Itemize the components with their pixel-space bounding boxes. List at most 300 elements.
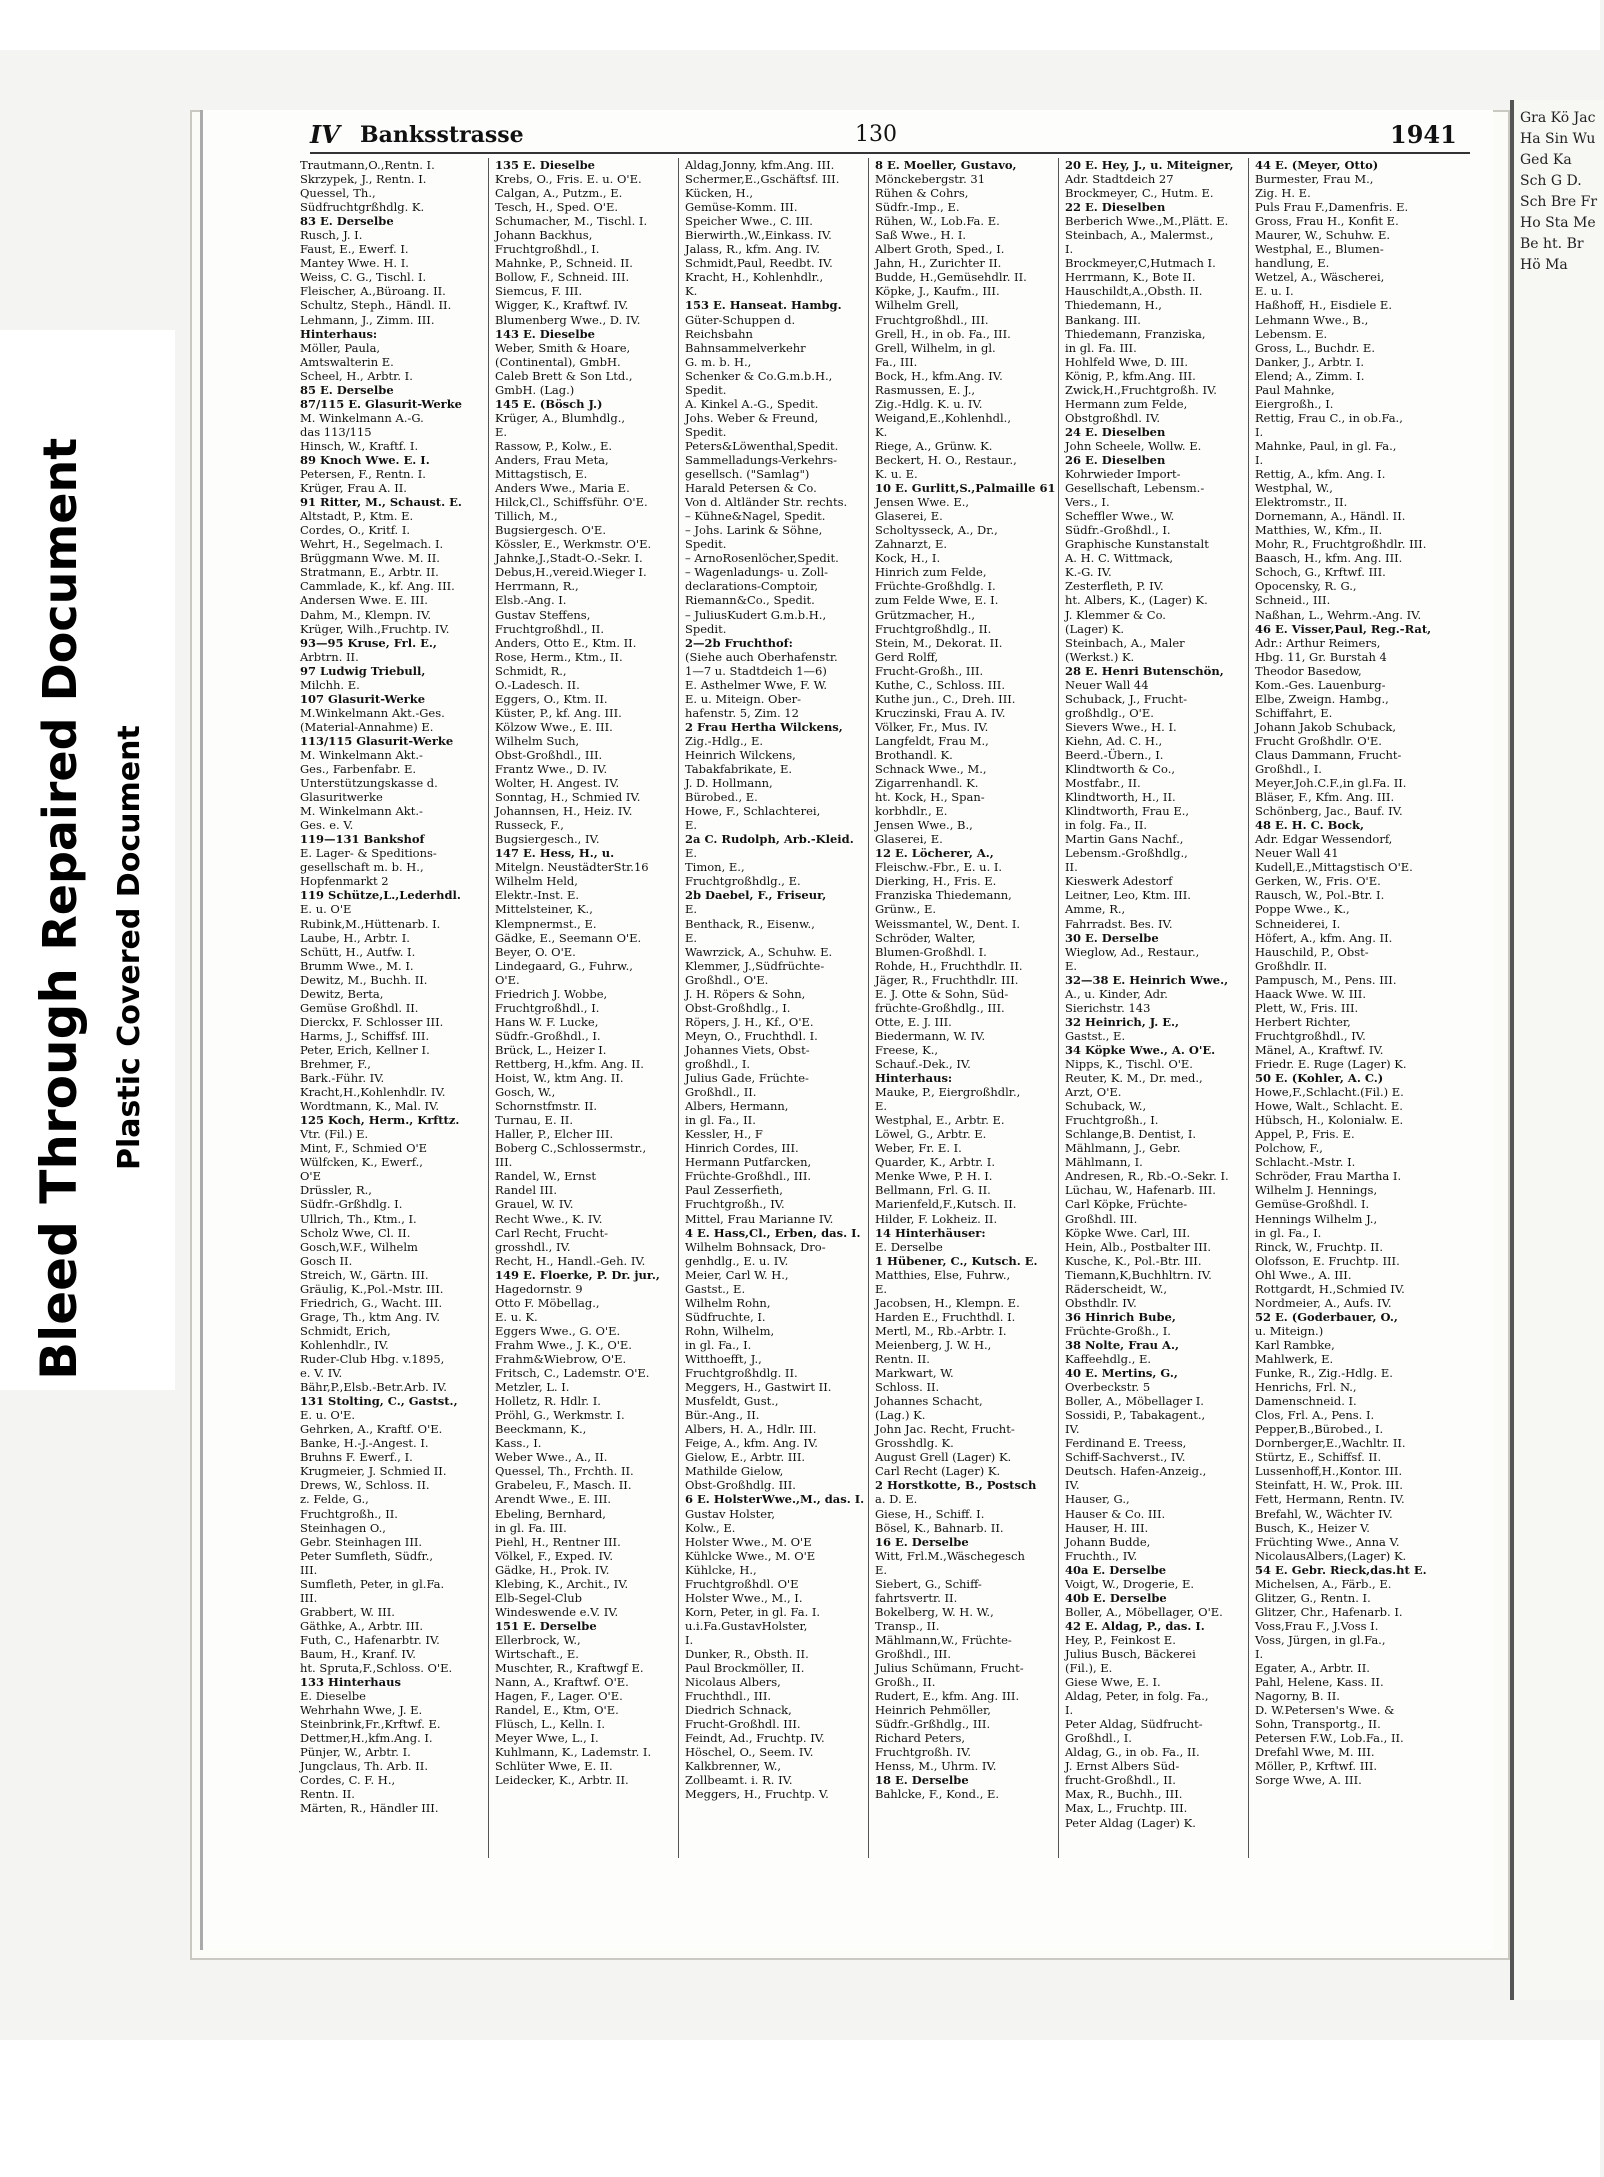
directory-entry: Ellerbrock, W., bbox=[495, 1632, 581, 1647]
directory-entry: Siemcus, F. III. bbox=[495, 284, 583, 299]
directory-entry: Schermer,E.,Gschäftsf. III. bbox=[685, 172, 840, 187]
directory-entry: Obstgroßhdl. IV. bbox=[1065, 410, 1161, 425]
directory-entry: Wetzel, A., Wäscherei, bbox=[1255, 270, 1385, 285]
directory-entry: Michelsen, A., Färb., E. bbox=[1255, 1576, 1392, 1591]
directory-entry: Rühen, W., Lob.Fa. E. bbox=[875, 214, 1000, 229]
street-name: Banksstrasse bbox=[360, 122, 524, 148]
directory-entry: Gross, L., Buchdr. E. bbox=[1255, 340, 1375, 355]
directory-entry: gesellschaft m. b. H., bbox=[300, 860, 424, 875]
directory-entry: Meyer Wwe, L., I. bbox=[495, 1731, 599, 1746]
directory-entry: Eggers, O., Ktm. II. bbox=[495, 691, 608, 706]
directory-entry: Tabakfabrikate, E. bbox=[685, 762, 793, 777]
directory-entry: Meggers, H., Fruchtp. V. bbox=[685, 1787, 829, 1802]
directory-entry: Kuhlmann, K., Lademstr. I. bbox=[495, 1745, 652, 1760]
directory-entry: Schumacher, M., Tischl. I. bbox=[495, 214, 648, 229]
directory-entry: Thiedemann, Franziska, bbox=[1065, 326, 1206, 341]
directory-entry: Glitzer, Chr., Hafenarb. I. bbox=[1255, 1604, 1403, 1619]
directory-entry: 107 Glasurit-Werke bbox=[300, 691, 426, 706]
directory-columns bbox=[300, 158, 1470, 1858]
directory-entry: 46 E. Visser,Paul, Reg.-Rat, bbox=[1255, 621, 1432, 636]
directory-entry: I. bbox=[1065, 242, 1074, 257]
directory-entry: z. Felde, G., bbox=[300, 1492, 369, 1507]
directory-entry: Brüggmann Wwe. M. II. bbox=[300, 551, 440, 566]
directory-entry: in gl. Fa., I. bbox=[1255, 1225, 1322, 1240]
directory-entry: Olofsson, E. Fruchtp. III. bbox=[1255, 1253, 1400, 1268]
directory-entry: (Lager) K. bbox=[1065, 621, 1125, 636]
directory-entry: Schröder, Walter, bbox=[875, 930, 976, 945]
directory-entry: Großhdl. III. bbox=[1065, 1211, 1138, 1226]
directory-entry: Hohlfeld Wwe, D. III. bbox=[1065, 354, 1188, 369]
directory-entry: 38 Nolte, Frau A., bbox=[1065, 1337, 1179, 1352]
directory-entry: Fruchtgroßhdl., II. bbox=[495, 621, 604, 636]
directory-entry: Rohde, H., Fruchthdlr. II. bbox=[875, 958, 1023, 973]
directory-entry: Elektromstr., II. bbox=[1255, 495, 1348, 510]
directory-entry: Großhdl., III. bbox=[875, 1646, 951, 1661]
bottom-margin bbox=[0, 2040, 1600, 2177]
directory-entry: Weber, Smith & Hoare, bbox=[495, 340, 631, 355]
directory-entry: Peters&Löwenthal,Spedit. bbox=[685, 438, 839, 453]
directory-entry: Mahnke, Paul, in gl. Fa., bbox=[1255, 438, 1397, 453]
directory-entry: M.Winkelmann Akt.-Ges. bbox=[300, 705, 445, 720]
directory-entry: Rettberg, H.,kfm. Ang. II. bbox=[495, 1057, 644, 1071]
bleed-through-label bbox=[30, 438, 88, 1380]
directory-entry: Adr. Stadtdeich 27 bbox=[1065, 172, 1174, 187]
directory-entry: Südfruchte, I. bbox=[685, 1309, 766, 1324]
directory-entry: Amme, R., bbox=[1065, 902, 1126, 917]
directory-entry: Beckert, H. O., Restaur., bbox=[875, 452, 1017, 467]
directory-entry: 36 Hinrich Bube, bbox=[1065, 1309, 1176, 1324]
directory-entry: Hinterhaus: bbox=[300, 326, 378, 341]
directory-entry: Hinrich Cordes, III. bbox=[685, 1141, 799, 1156]
directory-entry: 12 E. Löcherer, A., bbox=[875, 846, 994, 861]
directory-entry: O'E. bbox=[495, 972, 520, 987]
directory-entry: Overbeckstr. 5 bbox=[1065, 1380, 1151, 1395]
directory-entry: Märten, R., Händler III. bbox=[300, 1801, 439, 1816]
directory-entry: E. bbox=[495, 424, 508, 439]
directory-entry: Hermann zum Felde, bbox=[1065, 396, 1188, 411]
directory-entry: Dettmer,H.,kfm.Ang. I. bbox=[300, 1731, 433, 1746]
directory-entry: Gustav Holster, bbox=[685, 1506, 775, 1521]
directory-entry: Jensen Wwe. E., bbox=[875, 495, 970, 510]
directory-entry: III. bbox=[495, 1155, 513, 1170]
directory-entry: 40b E. Derselbe bbox=[1065, 1590, 1167, 1605]
directory-entry: Friedr. E. Ruge (Lager) K. bbox=[1255, 1057, 1407, 1071]
directory-entry: Schuback, W., bbox=[1065, 1099, 1147, 1114]
directory-entry: Bankang. III. bbox=[1065, 312, 1141, 327]
directory-entry: Anders, Otto E., Ktm. II. bbox=[495, 635, 637, 650]
directory-entry: Max, R., Buchh., III. bbox=[1065, 1787, 1183, 1802]
directory-entry: Korn, Peter, in gl. Fa. I. bbox=[685, 1604, 821, 1619]
directory-entry: Claus Dammann, Frucht- bbox=[1255, 747, 1402, 762]
directory-entry: 22 E. Dieselben bbox=[1065, 200, 1166, 215]
directory-entry: Feindt, Ad., Fruchtp. IV. bbox=[685, 1731, 825, 1746]
directory-entry: Schuback, J., Frucht- bbox=[1065, 691, 1187, 706]
directory-entry: Voigt, W., Drogerie, E. bbox=[1065, 1576, 1195, 1591]
directory-entry: Gräulig, K.,Pol.-Mstr. III. bbox=[300, 1281, 444, 1296]
directory-entry: Großhdlr. II. bbox=[1255, 958, 1328, 973]
directory-entry: 10 E. Gurlitt,S.,Palmaille 61 bbox=[875, 481, 1056, 496]
directory-entry: 147 E. Hess, H., u. bbox=[495, 846, 615, 861]
directory-entry: Grosshdlg. K. bbox=[875, 1436, 954, 1451]
directory-entry: Kohlenhdlr., IV. bbox=[300, 1337, 389, 1352]
directory-entry: (Siehe auch Oberhafenstr. bbox=[685, 649, 838, 664]
directory-entry: Herrmann, R., bbox=[495, 579, 579, 594]
directory-entry: Martin Gans Nachf., bbox=[1065, 832, 1184, 847]
directory-entry: Spedit. bbox=[685, 621, 727, 636]
directory-entry: Grabeleu, F., Masch. II. bbox=[495, 1478, 632, 1493]
directory-entry: Schenker & Co.G.m.b.H., bbox=[685, 368, 833, 383]
directory-entry: Busch, K., Heizer V. bbox=[1255, 1520, 1370, 1535]
directory-entry: declarations-Comptoir, bbox=[685, 579, 819, 594]
directory-entry: 24 E. Dieselben bbox=[1065, 424, 1166, 439]
directory-entry: Fruchtgroßhdl., I. bbox=[495, 1000, 600, 1015]
directory-entry: Wawrzick, A., Schuhw. E. bbox=[685, 944, 833, 959]
directory-entry: Krüger, Frau A. II. bbox=[300, 481, 407, 496]
directory-entry: Dewitz, M., Buchh. II. bbox=[300, 972, 428, 987]
directory-entry: Gosch,W.F., Wilhelm bbox=[300, 1239, 418, 1254]
directory-entry: Neuer Wall 41 bbox=[1255, 846, 1339, 861]
directory-entry: Reichsbahn bbox=[685, 326, 753, 341]
directory-entry: 52 E. (Goderbauer, O., bbox=[1255, 1309, 1398, 1324]
directory-entry: E. bbox=[685, 846, 698, 861]
directory-entry: M. Winkelmann A.-G. bbox=[300, 410, 424, 425]
directory-entry: Fruchtgroßhdl., IV. bbox=[1255, 1028, 1366, 1043]
directory-entry: Debus,H.,vereid.Wieger I. bbox=[495, 565, 647, 580]
directory-entry: M. Winkelmann Akt.- bbox=[300, 804, 423, 819]
directory-entry: Kücken, H., bbox=[685, 186, 754, 201]
directory-entry: Frucht-Großh., III. bbox=[875, 663, 984, 678]
directory-entry: ht. Spruta,F.,Schloss. O'E. bbox=[300, 1661, 453, 1676]
directory-entry: Meyer,Joh.C.F.,in gl.Fa. II. bbox=[1255, 776, 1407, 791]
directory-entry: Timon, E., bbox=[685, 860, 745, 875]
directory-entry: Fruchtgroßh., IV. bbox=[685, 1197, 785, 1212]
directory-entry: Franziska Thiedemann, bbox=[875, 888, 1012, 903]
directory-entry: Brumm Wwe., M. I. bbox=[300, 958, 414, 973]
directory-entry: Arzt, O'E. bbox=[1065, 1085, 1122, 1100]
directory-entry: Brück, L., Heizer I. bbox=[495, 1042, 607, 1057]
directory-entry: Richard Peters, bbox=[875, 1731, 966, 1746]
directory-entry: Scheffler Wwe., W. bbox=[1065, 509, 1175, 524]
directory-entry: Kühlcke, H., bbox=[685, 1562, 757, 1577]
directory-entry: Petersen F.W., Lob.Fa., II. bbox=[1255, 1731, 1404, 1746]
directory-entry: Fruchth., IV. bbox=[1065, 1548, 1138, 1563]
directory-entry: Fa., III. bbox=[875, 354, 918, 369]
directory-entry: Höfert, A., kfm. Ang. II. bbox=[1255, 930, 1393, 945]
directory-entry: Kolw., E. bbox=[685, 1520, 736, 1535]
directory-entry: A. H. C. Wittmack, bbox=[1065, 551, 1174, 566]
directory-entry: E. Asthelmer Wwe, F. W. bbox=[685, 677, 828, 692]
directory-entry: Hein, Alb., Postbalter III. bbox=[1065, 1239, 1212, 1254]
directory-entry: Rasmussen, E. J., bbox=[875, 382, 976, 397]
directory-entry: Pünjer, W., Arbtr. I. bbox=[300, 1745, 411, 1760]
directory-entry: Sorge Wwe, A. III. bbox=[1255, 1773, 1362, 1788]
directory-entry: Ges. e. V. bbox=[300, 818, 354, 833]
directory-entry: E. u. I. bbox=[1255, 284, 1294, 299]
directory-entry: Baum, H., Kranf. IV. bbox=[300, 1646, 416, 1661]
directory-entry: M. Winkelmann Akt.- bbox=[300, 747, 423, 762]
directory-entry: Meggers, H., Gastwirt II. bbox=[685, 1380, 832, 1395]
directory-entry: Güter-Schuppen d. bbox=[685, 312, 796, 327]
directory-entry: Steinhagen O., bbox=[300, 1520, 386, 1535]
directory-entry: Westphal, W., bbox=[1255, 481, 1333, 496]
directory-entry: Lussenhoff,H.,Kontor. III. bbox=[1255, 1464, 1403, 1479]
directory-entry: fahrtsvertr. II. bbox=[875, 1590, 958, 1605]
directory-entry: Meienberg, J. W. H., bbox=[875, 1337, 992, 1352]
directory-entry: Kössler, E., Werkmstr. O'E. bbox=[495, 537, 652, 552]
directory-entry: Mauke, P., Eiergroßhdlr., bbox=[875, 1085, 1021, 1100]
directory-entry: – Johs. Larink & Söhne, bbox=[685, 523, 823, 538]
directory-entry: Gerken, W., Fris. O'E. bbox=[1255, 874, 1381, 889]
directory-entry: Carl Köpke, Früchte- bbox=[1065, 1197, 1188, 1212]
directory-entry: Peter Sumfleth, Südfr., bbox=[300, 1548, 434, 1563]
directory-entry: Mahlwerk, E. bbox=[1255, 1351, 1334, 1366]
top-margin bbox=[0, 0, 1600, 50]
directory-entry: Fruchtgroßh., I. bbox=[1065, 1113, 1159, 1128]
directory-entry: E. bbox=[875, 1099, 888, 1114]
directory-entry: Plett, W., Fris. III. bbox=[1255, 1000, 1359, 1015]
directory-entry: Skrzypek, J., Rentn. I. bbox=[300, 172, 427, 187]
directory-entry: I. bbox=[1255, 424, 1264, 439]
directory-entry: Johann Budde, bbox=[1065, 1534, 1151, 1549]
directory-entry: Hilder, F. Lokheiz. II. bbox=[875, 1211, 998, 1226]
directory-entry: Giese, H., Schiff. I. bbox=[875, 1506, 985, 1521]
directory-entry: 6 E. HolsterWwe.,M., das. I. bbox=[685, 1492, 865, 1507]
directory-entry: O.-Ladesch. II. bbox=[495, 677, 580, 692]
directory-entry: Blumen-Großhdl. I. bbox=[875, 944, 987, 959]
directory-entry: Beyer, O. O'E. bbox=[495, 944, 576, 959]
directory-entry: Tillich, M., bbox=[495, 509, 558, 524]
directory-entry: Gemüse-Komm. III. bbox=[685, 200, 798, 215]
directory-entry: 28 E. Henri Butenschön, bbox=[1065, 663, 1224, 678]
directory-entry: Jalass, R., kfm. Ang. IV. bbox=[685, 242, 821, 257]
directory-entry: E. Lager- & Speditions- bbox=[300, 846, 437, 861]
directory-entry: 149 E. Floerke, P. Dr. jur., bbox=[495, 1267, 660, 1282]
directory-entry: 40a E. Derselbe bbox=[1065, 1562, 1167, 1577]
directory-entry: Harden E., Fruchthdl. I. bbox=[875, 1309, 1016, 1324]
directory-entry: Wirtschaft., E. bbox=[495, 1646, 579, 1661]
directory-entry: E. Derselbe bbox=[875, 1239, 943, 1254]
directory-entry: Banke, H.-J.-Angest. I. bbox=[300, 1436, 429, 1451]
directory-entry: Zesterfleth, P. IV. bbox=[1065, 579, 1164, 594]
directory-entry: Hinsch, W., Kraftf. I. bbox=[300, 438, 419, 453]
directory-entry: E. bbox=[685, 818, 698, 833]
directory-entry: Rühen & Cohrs, bbox=[875, 186, 969, 201]
directory-entry: Ferdinand E. Treess, bbox=[1065, 1436, 1187, 1451]
directory-entry: Köpke Wwe. Carl, III. bbox=[1065, 1225, 1191, 1240]
directory-entry: 20 E. Hey, J., u. Miteigner, bbox=[1065, 158, 1234, 172]
directory-entry: Früchte-Großhdl., III. bbox=[685, 1169, 812, 1184]
directory-entry: Sammelladungs-Verkehrs- bbox=[685, 452, 838, 467]
directory-entry: (Continental), GmbH. bbox=[495, 354, 621, 369]
directory-entry: Freese, K., bbox=[875, 1042, 939, 1057]
directory-entry: Mittagstisch, E. bbox=[495, 467, 588, 482]
column-3 bbox=[685, 158, 865, 1858]
directory-entry: Jensen Wwe., B., bbox=[875, 818, 973, 833]
directory-entry: Grabbert, W. III. bbox=[300, 1604, 395, 1619]
directory-entry: Rettig, Frau C., in ob.Fa., bbox=[1255, 410, 1403, 425]
directory-entry: Rassow, P., Kolw., E. bbox=[495, 438, 613, 453]
directory-entry: Kudell,E.,Mittagstisch O'E. bbox=[1255, 860, 1413, 875]
directory-entry: Baasch, H., kfm. Ang. III. bbox=[1255, 551, 1403, 566]
directory-entry: Mählmann, J., Gebr. bbox=[1065, 1141, 1181, 1156]
directory-entry: frucht-Großhdl., II. bbox=[1065, 1773, 1176, 1788]
directory-entry: Fett, Hermann, Rentn. IV. bbox=[1255, 1492, 1405, 1507]
directory-entry: J. Ernst Albers Süd- bbox=[1065, 1759, 1180, 1774]
directory-entry: Gustav Steffens, bbox=[495, 607, 591, 622]
directory-entry: Großhdl., O'E. bbox=[685, 972, 769, 987]
directory-entry: Schloss. II. bbox=[875, 1380, 940, 1395]
directory-entry: Grell, Wilhelm, in gl. bbox=[875, 340, 996, 355]
directory-entry: Westphal, E., Blumen- bbox=[1255, 242, 1384, 257]
directory-entry: E. Dieselbe bbox=[300, 1689, 366, 1704]
directory-entry: Schoch, G., Krftwf. III. bbox=[1255, 565, 1386, 580]
directory-entry: Johannes Schacht, bbox=[875, 1394, 983, 1409]
directory-entry: Milchh. E. bbox=[300, 677, 360, 692]
directory-entry: Hauschildt,A.,Obsth. II. bbox=[1065, 284, 1203, 299]
directory-entry: Jungclaus, Th. Arb. II. bbox=[300, 1759, 428, 1774]
directory-entry: Obsthdlr. IV. bbox=[1065, 1295, 1137, 1310]
directory-entry: Bähr,P.,Elsb.-Betr.Arb. IV. bbox=[300, 1380, 447, 1395]
directory-entry: Kohrwieder Import- bbox=[1065, 467, 1181, 482]
directory-entry: Fruchtgroßh. IV. bbox=[875, 1745, 972, 1760]
directory-entry: Ohl Wwe., A. III. bbox=[1255, 1267, 1352, 1282]
directory-entry: Mostfabr., II. bbox=[1065, 776, 1141, 791]
directory-entry: Holletz, R. Hdlr. I. bbox=[495, 1394, 601, 1409]
directory-entry: Cordes, O., Kritf. I. bbox=[300, 523, 411, 538]
directory-entry: 32 Heinrich, J. E., bbox=[1065, 1014, 1180, 1029]
directory-entry: Saß Wwe., H. I. bbox=[875, 228, 967, 243]
directory-entry: 50 E. (Kohler, A. C.) bbox=[1255, 1071, 1384, 1086]
directory-entry: zum Felde Wwe, E. I. bbox=[875, 593, 999, 608]
directory-entry: Turnau, E. II. bbox=[495, 1113, 574, 1128]
directory-entry: Streich, W., Gärtn. III. bbox=[300, 1267, 429, 1282]
directory-entry: Quessel, Th., bbox=[300, 186, 376, 201]
directory-entry: Diedrich Schnack, bbox=[685, 1703, 792, 1718]
directory-entry: Steinbach, A., Maler bbox=[1065, 635, 1185, 650]
directory-entry: Klempnermst., E. bbox=[495, 916, 597, 931]
directory-entry: Hinterhaus: bbox=[875, 1071, 953, 1086]
directory-entry: Brockmeyer,C,Hutmach I. bbox=[1065, 256, 1216, 271]
directory-entry: Gäthke, A., Arbtr. III. bbox=[300, 1618, 424, 1633]
directory-entry: Krüger, A., Blumhdlg., bbox=[495, 410, 626, 425]
directory-entry: K. u. E. bbox=[875, 467, 918, 482]
directory-entry: E. bbox=[685, 902, 698, 917]
directory-entry: 2 Frau Hertha Wilckens, bbox=[685, 719, 843, 734]
directory-entry: Zollbeamt. i. R. IV. bbox=[685, 1773, 793, 1788]
directory-entry: 4 E. Hass,Cl., Erben, das. I. bbox=[685, 1225, 861, 1240]
directory-entry: Brehmer, F., bbox=[300, 1057, 371, 1071]
label-bleed: Bleed Through bbox=[30, 968, 88, 1380]
directory-entry: Heinrich Pehmöller, bbox=[875, 1703, 991, 1718]
directory-entry: 131 Stolting, C., Gastst., bbox=[300, 1394, 458, 1409]
directory-entry: Scholtysseck, A., Dr., bbox=[875, 523, 998, 538]
page-number: 130 bbox=[855, 122, 897, 147]
directory-entry: Howe, F., Schlachterei, bbox=[685, 804, 821, 819]
directory-entry: Mönckebergstr. 31 bbox=[875, 172, 986, 187]
directory-entry: Hbg. 11, Gr. Burstah 4 bbox=[1255, 649, 1387, 664]
directory-entry: Obst-Großhdlg. III. bbox=[685, 1478, 796, 1493]
directory-entry: GmbH. (Lag.) bbox=[495, 382, 575, 397]
directory-entry: Kiehn, Ad. C. H., bbox=[1065, 733, 1163, 748]
directory-entry: Scholz Wwe, Cl. II. bbox=[300, 1225, 411, 1240]
directory-entry: Lehmann Wwe., B., bbox=[1255, 312, 1369, 327]
directory-entry: Großhdl., I. bbox=[1255, 762, 1322, 777]
directory-entry: Frahm Wwe., J. K., O'E. bbox=[495, 1337, 632, 1352]
directory-entry: in gl. Fa., II. bbox=[685, 1113, 756, 1128]
directory-entry: Möller, P., Krftwf. III. bbox=[1255, 1759, 1378, 1774]
directory-entry: Jahnke,J.,Stadt-O.-Sekr. I. bbox=[495, 551, 643, 566]
directory-entry: Mertl, M., Rb.-Arbtr. I. bbox=[875, 1323, 1007, 1338]
directory-entry: Anders, Frau Meta, bbox=[495, 452, 609, 467]
directory-entry: Budde, H.,Gemüsehdlr. II. bbox=[875, 270, 1027, 285]
directory-entry: Elend; A., Zimm. I. bbox=[1255, 368, 1365, 383]
directory-entry: J. H. Röpers & Sohn, bbox=[685, 986, 806, 1001]
plastic-covered-label: Plastic Covered Document bbox=[112, 725, 147, 1170]
directory-entry: Kracht, H., Kohlenhdlr., bbox=[685, 270, 824, 285]
directory-entry: 83 E. Derselbe bbox=[300, 214, 394, 229]
directory-entry: Spedit. bbox=[685, 424, 727, 439]
directory-entry: Lebensm. E. bbox=[1255, 326, 1328, 341]
directory-entry: Quessel, Th., Frchth. II. bbox=[495, 1464, 634, 1479]
directory-entry: Südfr.-Imp., E. bbox=[875, 200, 960, 215]
directory-entry: Bierwirth.,W.,Einkass. IV. bbox=[685, 228, 832, 243]
directory-entry: Johs. Weber & Freund, bbox=[685, 410, 819, 425]
directory-entry: 54 E. Gebr. Rieck,das.ht E. bbox=[1255, 1562, 1427, 1577]
directory-entry: Holster Wwe., M., I. bbox=[685, 1590, 803, 1605]
directory-entry: Anders Wwe., Maria E. bbox=[495, 481, 630, 496]
directory-entry: III. bbox=[300, 1562, 318, 1577]
directory-entry: – ArnoRosenlöcher,Spedit. bbox=[685, 551, 839, 566]
column-divider bbox=[488, 158, 489, 1858]
directory-entry: Bugsiergesch., IV. bbox=[495, 832, 600, 847]
directory-entry: Hoist, W., ktm Ang. II. bbox=[495, 1071, 624, 1086]
directory-entry: 133 Hinterhaus bbox=[300, 1675, 401, 1690]
directory-entry: Eiergroßh., I. bbox=[1255, 396, 1334, 411]
column-divider bbox=[678, 158, 679, 1858]
directory-entry: Wilhelm Bohnsack, Dro- bbox=[685, 1239, 826, 1254]
directory-entry: Gebr. Steinhagen III. bbox=[300, 1534, 423, 1549]
directory-entry: (Fil.), E. bbox=[1065, 1661, 1113, 1676]
directory-entry: Randel, E., Ktm, O'E. bbox=[495, 1703, 619, 1718]
directory-entry: Bläser, F., Kfm. Ang. III. bbox=[1255, 790, 1395, 805]
directory-entry: Rentn. II. bbox=[300, 1787, 355, 1802]
directory-entry: Opocensky, R. G., bbox=[1255, 579, 1357, 594]
directory-entry: Fruchtgroßhdlg., II. bbox=[875, 621, 992, 636]
directory-entry: Maurer, W., Schuhw. E. bbox=[1255, 228, 1391, 243]
directory-entry: Rentn. II. bbox=[875, 1351, 930, 1366]
directory-entry: Vers., I. bbox=[1065, 495, 1110, 510]
directory-entry: 1—7 u. Stadtdeich 1—6) bbox=[685, 663, 827, 678]
directory-entry: Gastst., E. bbox=[685, 1281, 746, 1296]
directory-entry: Mitelgn. NeustädterStr.16 bbox=[495, 860, 649, 875]
directory-entry: Schiffahrt, E. bbox=[1255, 705, 1333, 720]
directory-entry: Fruchtgroßhdl. O'E bbox=[685, 1576, 799, 1591]
directory-entry: 125 Koch, Herm., Krfttz. bbox=[300, 1113, 460, 1128]
directory-entry: O'E bbox=[300, 1169, 321, 1184]
directory-entry: Beerd.-Übern., I. bbox=[1065, 747, 1164, 762]
directory-entry: Sievers Wwe., H. I. bbox=[1065, 719, 1177, 734]
directory-entry: John Scheele, Wollw. E. bbox=[1065, 438, 1202, 453]
directory-entry: Wehrhahn Wwe, J. E. bbox=[300, 1703, 423, 1718]
directory-entry: Theodor Basedow, bbox=[1255, 663, 1362, 678]
directory-entry: Frucht Großhdlr. O'E. bbox=[1255, 733, 1382, 748]
directory-entry: Kass., I. bbox=[495, 1436, 542, 1451]
directory-entry: Glaserei, E. bbox=[875, 832, 943, 847]
directory-entry: Leitner, Leo, Ktm. III. bbox=[1065, 888, 1191, 903]
directory-entry: 89 Knoch Wwe. E. I. bbox=[300, 452, 430, 467]
directory-entry: Brefahl, W., Wächter IV. bbox=[1255, 1506, 1393, 1521]
directory-entry: Wülfcken, K., Ewerf., bbox=[300, 1155, 423, 1170]
